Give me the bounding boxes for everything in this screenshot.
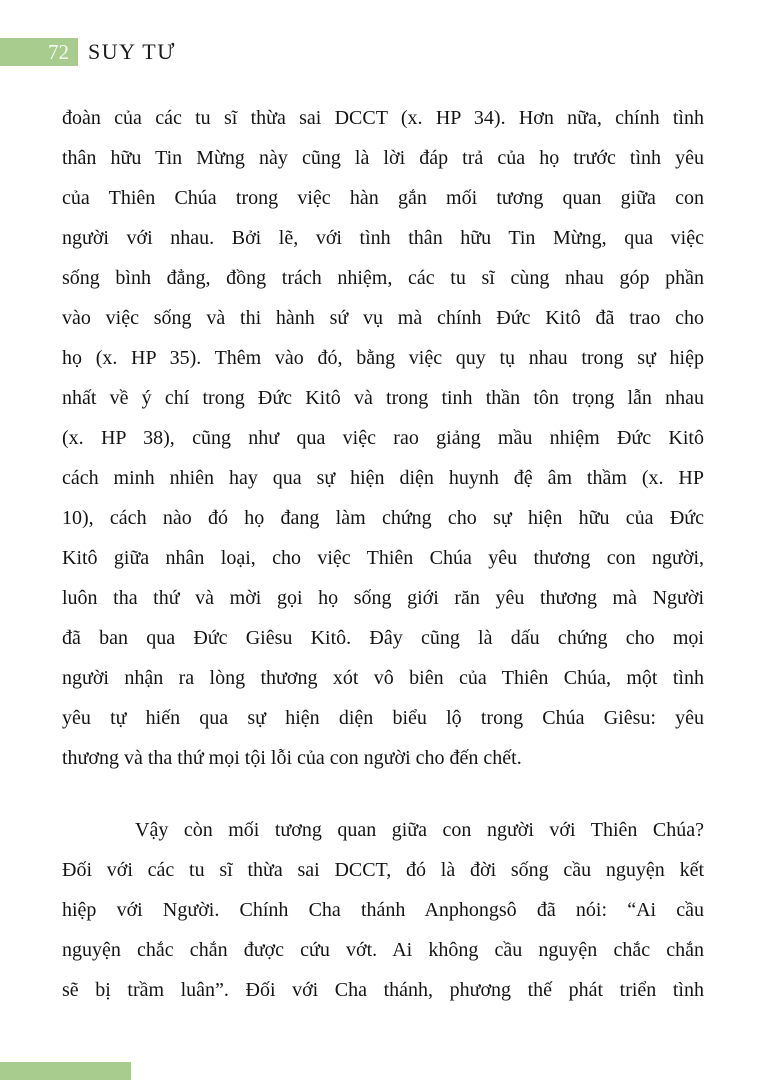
text-line: cách minh nhiên hay qua sự hiện diện huynh đệ âm thầm (x. HP <box>62 467 704 489</box>
text-line: thương và tha thứ mọi tội lỗi của con người cho đến chết. <box>62 747 522 769</box>
text-line: nguyện chắc chắn được cứu vớt. Ai không cầu nguyện chắc chắn <box>62 939 704 961</box>
text-line: đã ban qua Đức Giêsu Kitô. Đây cũng là dấu chứng cho mọi <box>62 627 704 649</box>
page-number: 72 <box>48 40 69 64</box>
paragraph <box>62 98 704 778</box>
paragraph <box>62 810 704 1010</box>
text-line: sẽ bị trầm luân”. Đối với Cha thánh, phương thế phát triển tình <box>62 979 704 1001</box>
page-body <box>62 98 704 1010</box>
text-line: họ (x. HP 35). Thêm vào đó, bằng việc quy tụ nhau trong sự hiệp <box>62 347 704 369</box>
next-page-band <box>0 1062 131 1080</box>
text-line: hiệp với Người. Chính Cha thánh Anphongsô đã nói: “Ai cầu <box>62 899 704 921</box>
page-header <box>0 38 764 66</box>
section-title: SUY TƯ <box>88 39 176 64</box>
text-line: người với nhau. Bởi lẽ, với tình thân hữu Tin Mừng, qua việc <box>62 227 704 249</box>
text-line: nhất về ý chí trong Đức Kitô và trong tinh thần tôn trọng lẫn nhau <box>62 387 704 409</box>
text-line: (x. HP 38), cũng như qua việc rao giảng mầu nhiệm Đức Kitô <box>62 427 704 449</box>
text-line: người nhận ra lòng thương xót vô biên của Thiên Chúa, một tình <box>62 667 704 689</box>
text-line: luôn tha thứ và mời gọi họ sống giới răn yêu thương mà Người <box>62 587 704 609</box>
text-line: Vậy còn mối tương quan giữa con người với Thiên Chúa? <box>135 819 704 841</box>
text-line: của Thiên Chúa trong việc hàn gắn mối tương quan giữa con <box>62 187 704 209</box>
text-line: thân hữu Tin Mừng này cũng là lời đáp trả của họ trước tình yêu <box>62 147 704 169</box>
page-number-badge <box>0 38 78 66</box>
text-line: yêu tự hiến qua sự hiện diện biểu lộ trong Chúa Giêsu: yêu <box>62 707 704 729</box>
text-line: đoàn của các tu sĩ thừa sai DCCT (x. HP 34). Hơn nữa, chính tình <box>62 107 704 129</box>
text-line: sống bình đẳng, đồng trách nhiệm, các tu sĩ cùng nhau góp phần <box>62 267 704 289</box>
text-line: Đối với các tu sĩ thừa sai DCCT, đó là đời sống cầu nguyện kết <box>62 859 704 881</box>
text-line: 10), cách nào đó họ đang làm chứng cho sự hiện hữu của Đức <box>62 507 704 529</box>
text-line: Kitô giữa nhân loại, cho việc Thiên Chúa yêu thương con người, <box>62 547 704 569</box>
text-line: vào việc sống và thi hành sứ vụ mà chính Đức Kitô đã trao cho <box>62 307 704 329</box>
